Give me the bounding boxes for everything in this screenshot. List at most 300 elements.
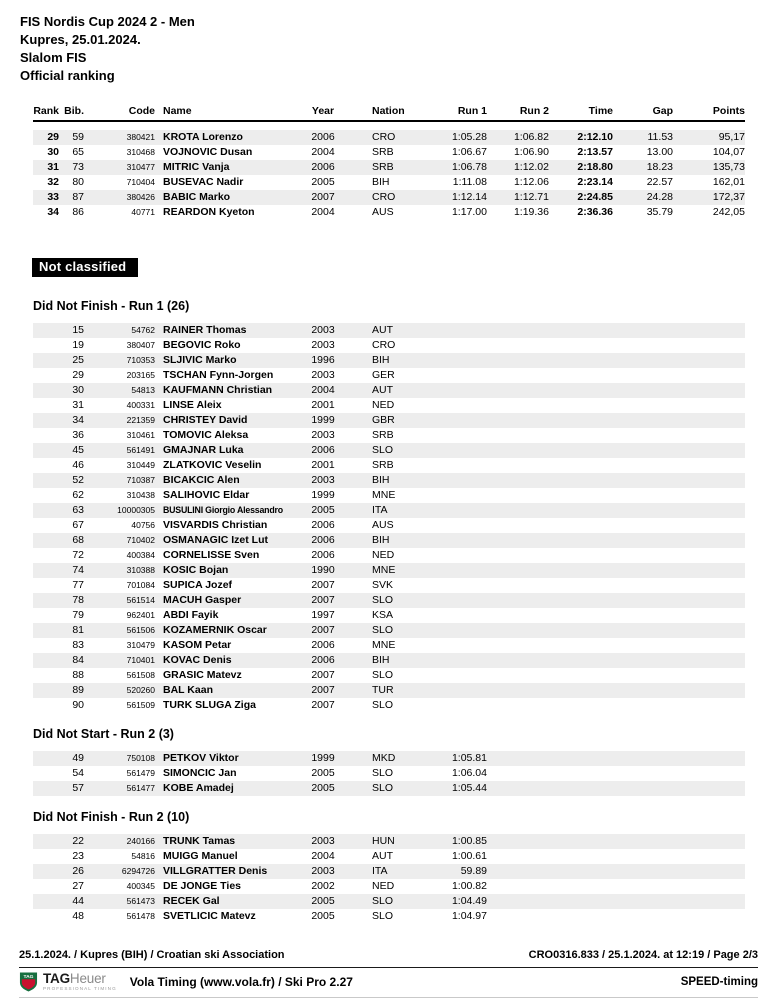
cell-run2: 1:06.90 <box>513 146 549 158</box>
cell-nation: SRB <box>372 429 394 441</box>
cell-points: 135,73 <box>712 161 745 173</box>
cell-run2: 1:12.71 <box>513 191 549 203</box>
cell-nation: SLO <box>372 669 394 681</box>
cell-run1: 1:00.85 <box>451 835 487 847</box>
cell-bib: 62 <box>72 489 84 501</box>
cell-name: KAUFMANN Christian <box>163 384 273 396</box>
cell-bib: 84 <box>72 654 84 666</box>
cell-time: 2:12.10 <box>577 131 613 143</box>
cell-year: 2007 <box>311 191 335 203</box>
table-row <box>33 608 745 623</box>
section-title: Did Not Finish - Run 2 (10) <box>33 810 190 824</box>
cell-bib: 68 <box>72 534 84 546</box>
table-row <box>33 751 745 766</box>
table-row <box>33 443 745 458</box>
cell-year: 1990 <box>311 564 335 576</box>
cell-year: 2001 <box>311 399 335 411</box>
document-header <box>20 0 772 85</box>
cell-run1: 1:05.28 <box>451 131 487 143</box>
cell-code: 10000305 <box>117 505 155 515</box>
cell-name: SALIHOVIC Eldar <box>163 489 250 501</box>
cell-rank: 32 <box>47 176 59 188</box>
cell-nation: SLO <box>372 895 394 907</box>
cell-rank: 31 <box>47 161 59 173</box>
cell-year: 2006 <box>311 131 335 143</box>
table-row <box>33 593 745 608</box>
cell-name: KOZAMERNIK Oscar <box>163 624 267 636</box>
cell-nation: BIH <box>372 474 390 486</box>
cell-run2: 1:06.82 <box>513 131 549 143</box>
table-row <box>33 428 745 443</box>
cell-year: 1999 <box>311 414 335 426</box>
page-footer <box>19 949 758 998</box>
cell-name: CHRISTEY David <box>163 414 248 426</box>
cell-time: 2:23.14 <box>577 176 613 188</box>
cell-year: 2005 <box>311 504 335 516</box>
cell-bib: 86 <box>72 206 84 218</box>
cell-name: TURK SLUGA Ziga <box>163 699 256 711</box>
cell-run1: 1:04.49 <box>451 895 487 907</box>
cell-nation: SVK <box>372 579 394 591</box>
dnf-run1-rows <box>33 323 745 713</box>
cell-nation: SLO <box>372 699 394 711</box>
cell-nation: AUT <box>372 384 393 396</box>
cell-nation: MNE <box>372 564 396 576</box>
cell-nation: BIH <box>372 176 390 188</box>
section-dnf-run2 <box>0 810 772 924</box>
cell-year: 2003 <box>311 369 335 381</box>
cell-bib: 52 <box>72 474 84 486</box>
cell-nation: KSA <box>372 609 394 621</box>
cell-points: 95,17 <box>718 131 745 143</box>
cell-bib: 29 <box>72 369 84 381</box>
cell-name: RECEK Gal <box>163 895 220 907</box>
cell-name: MITRIC Vanja <box>163 161 230 173</box>
cell-run2: 1:12.06 <box>513 176 549 188</box>
table-row <box>33 488 745 503</box>
cell-code: 6294726 <box>121 866 155 876</box>
cell-run1: 1:06.78 <box>451 161 487 173</box>
cell-nation: MNE <box>372 489 396 501</box>
cell-code: 561491 <box>126 445 155 455</box>
footer-right-text: CRO0316.833 / 25.1.2024. at 12:19 / Page 2/3 <box>528 948 758 961</box>
table-row <box>33 145 745 160</box>
cell-bib: 49 <box>72 752 84 764</box>
cell-bib: 89 <box>72 684 84 696</box>
cell-code: 710401 <box>126 655 155 665</box>
cell-run1: 1:12.14 <box>451 191 487 203</box>
official-ranking-table <box>33 105 745 220</box>
cell-run2: 1:19.36 <box>513 206 549 218</box>
col-header-bib: Bib. <box>64 105 84 117</box>
cell-year: 2007 <box>311 684 335 696</box>
cell-year: 2005 <box>311 895 335 907</box>
cell-code: 400384 <box>126 550 155 560</box>
cell-code: 54813 <box>131 385 155 395</box>
cell-year: 2005 <box>311 782 335 794</box>
cell-name: KROTA Lorenzo <box>163 131 243 143</box>
cell-name: TOMOVIC Aleksa <box>163 429 249 441</box>
cell-year: 2004 <box>311 146 335 158</box>
cell-name: GMAJNAR Luka <box>163 444 244 456</box>
section-title: Did Not Finish - Run 1 (26) <box>33 299 190 313</box>
cell-bib: 74 <box>72 564 84 576</box>
cell-name: TSCHAN Fynn-Jorgen <box>163 369 274 381</box>
table-row <box>33 834 745 849</box>
col-header-time: Time <box>588 105 613 117</box>
cell-name: KOVAC Denis <box>163 654 232 666</box>
cell-rank: 33 <box>47 191 59 203</box>
cell-nation: SRB <box>372 146 394 158</box>
cell-nation: SRB <box>372 161 394 173</box>
cell-run1: 1:06.67 <box>451 146 487 158</box>
cell-nation: GBR <box>372 414 395 426</box>
cell-nation: MKD <box>372 752 396 764</box>
cell-year: 2006 <box>311 549 335 561</box>
svg-text:TAG: TAG <box>23 974 34 980</box>
table-row <box>33 638 745 653</box>
cell-bib: 46 <box>72 459 84 471</box>
col-header-year: Year <box>311 105 335 117</box>
table-row <box>33 205 745 220</box>
cell-code: 380407 <box>126 340 155 350</box>
section-title: Did Not Start - Run 2 (3) <box>33 727 174 741</box>
cell-name: PETKOV Viktor <box>163 752 239 764</box>
cell-code: 710387 <box>126 475 155 485</box>
cell-year: 2005 <box>311 910 335 922</box>
cell-name: GRASIC Matevz <box>163 669 242 681</box>
cell-bib: 78 <box>72 594 84 606</box>
cell-code: 561478 <box>126 911 155 921</box>
cell-name: MUIGG Manuel <box>163 850 238 862</box>
table-row <box>33 383 745 398</box>
cell-nation: SLO <box>372 782 394 794</box>
cell-year: 2006 <box>311 639 335 651</box>
cell-nation: NED <box>372 399 395 411</box>
cell-time: 2:24.85 <box>577 191 613 203</box>
cell-bib: 73 <box>72 161 84 173</box>
cell-name: ABDI Fayik <box>163 609 219 621</box>
tagheuer-shield-icon <box>19 972 38 992</box>
cell-year: 2004 <box>311 384 335 396</box>
table-row <box>33 683 745 698</box>
cell-nation: BIH <box>372 534 390 546</box>
ranking-rows <box>33 130 745 220</box>
cell-name: VILLGRATTER Denis <box>163 865 268 877</box>
cell-bib: 36 <box>72 429 84 441</box>
table-row <box>33 698 745 713</box>
cell-year: 2005 <box>311 767 335 779</box>
cell-nation: AUT <box>372 850 393 862</box>
table-row <box>33 190 745 205</box>
cell-points: 172,37 <box>712 191 745 203</box>
col-header-gap: Gap <box>652 105 673 117</box>
table-row <box>33 338 745 353</box>
cell-nation: SLO <box>372 594 394 606</box>
cell-year: 2007 <box>311 669 335 681</box>
table-row <box>33 849 745 864</box>
cell-rank: 30 <box>47 146 59 158</box>
cell-code: 400345 <box>126 881 155 891</box>
cell-code: 310438 <box>126 490 155 500</box>
cell-bib: 80 <box>72 176 84 188</box>
cell-bib: 34 <box>72 414 84 426</box>
brand-name-bold: TAG <box>43 970 70 986</box>
cell-year: 2007 <box>311 579 335 591</box>
footer-timing-row <box>19 968 758 998</box>
cell-bib: 22 <box>72 835 84 847</box>
col-header-name: Name <box>163 105 192 117</box>
table-row <box>33 368 745 383</box>
table-row <box>33 548 745 563</box>
cell-name: ZLATKOVIC Veselin <box>163 459 262 471</box>
cell-bib: 77 <box>72 579 84 591</box>
cell-bib: 79 <box>72 609 84 621</box>
cell-gap: 13.00 <box>646 146 673 158</box>
cell-nation: SLO <box>372 910 394 922</box>
cell-code: 240166 <box>126 836 155 846</box>
cell-year: 2004 <box>311 206 335 218</box>
cell-code: 561473 <box>126 896 155 906</box>
cell-name: TRUNK Tamas <box>163 835 236 847</box>
cell-bib: 63 <box>72 504 84 516</box>
cell-code: 310477 <box>126 162 155 172</box>
cell-nation: SLO <box>372 444 394 456</box>
cell-year: 2006 <box>311 444 335 456</box>
event-discipline: Slalom FIS <box>20 50 87 65</box>
cell-code: 54816 <box>131 851 155 861</box>
cell-name: BICAKCIC Alen <box>163 474 240 486</box>
cell-bib: 83 <box>72 639 84 651</box>
cell-name: SUPICA Jozef <box>163 579 233 591</box>
cell-nation: TUR <box>372 684 394 696</box>
cell-nation: AUS <box>372 519 394 531</box>
cell-name: KOBE Amadej <box>163 782 234 794</box>
table-row <box>33 781 745 796</box>
cell-name: DE JONGE Ties <box>163 880 242 892</box>
cell-time: 2:13.57 <box>577 146 613 158</box>
cell-bib: 25 <box>72 354 84 366</box>
cell-nation: CRO <box>372 191 396 203</box>
cell-code: 203165 <box>126 370 155 380</box>
cell-code: 710402 <box>126 535 155 545</box>
cell-code: 561506 <box>126 625 155 635</box>
cell-rank: 29 <box>47 131 59 143</box>
table-row <box>33 503 745 518</box>
cell-bib: 67 <box>72 519 84 531</box>
cell-bib: 19 <box>72 339 84 351</box>
cell-bib: 27 <box>72 880 84 892</box>
cell-name: SLJIVIC Marko <box>163 354 237 366</box>
cell-code: 561477 <box>126 783 155 793</box>
cell-year: 2005 <box>311 176 335 188</box>
cell-bib: 57 <box>72 782 84 794</box>
cell-bib: 26 <box>72 865 84 877</box>
footer-left-text: 25.1.2024. / Kupres (BIH) / Croatian ski Association <box>19 948 285 961</box>
cell-name: VISVARDIS Christian <box>163 519 268 531</box>
cell-year: 2003 <box>311 835 335 847</box>
cell-name: BUSULINI Giorgio Alessandro <box>163 505 283 515</box>
cell-code: 40771 <box>131 207 155 217</box>
cell-code: 310461 <box>126 430 155 440</box>
cell-bib: 65 <box>72 146 84 158</box>
cell-code: 710404 <box>126 177 155 187</box>
event-place-date: Kupres, 25.01.2024. <box>20 32 141 47</box>
event-title: FIS Nordis Cup 2024 2 - Men <box>20 14 195 29</box>
cell-nation: ITA <box>372 865 388 877</box>
cell-gap: 22.57 <box>646 176 673 188</box>
cell-name: KOSIC Bojan <box>163 564 229 576</box>
cell-bib: 31 <box>72 399 84 411</box>
cell-nation: SLO <box>372 767 394 779</box>
cell-run1: 1:00.61 <box>451 850 487 862</box>
cell-name: CORNELISSE Sven <box>163 549 260 561</box>
cell-nation: CRO <box>372 339 396 351</box>
col-header-rank: Rank <box>33 105 59 117</box>
cell-run1: 1:06.04 <box>451 767 487 779</box>
cell-code: 380421 <box>126 132 155 142</box>
cell-bib: 48 <box>72 910 84 922</box>
cell-bib: 45 <box>72 444 84 456</box>
col-header-run1: Run 1 <box>457 105 487 117</box>
cell-time: 2:36.36 <box>577 206 613 218</box>
cell-nation: AUS <box>372 206 394 218</box>
dnf-run2-rows <box>33 834 745 924</box>
cell-code: 701084 <box>126 580 155 590</box>
cell-bib: 23 <box>72 850 84 862</box>
cell-name: BABIC Marko <box>163 191 231 203</box>
table-row <box>33 458 745 473</box>
cell-bib: 30 <box>72 384 84 396</box>
cell-gap: 11.53 <box>647 131 673 143</box>
cell-code: 40756 <box>131 520 155 530</box>
cell-nation: CRO <box>372 131 396 143</box>
cell-run1: 59.89 <box>460 865 487 877</box>
cell-code: 310449 <box>126 460 155 470</box>
table-row <box>33 130 745 145</box>
cell-nation: SRB <box>372 459 394 471</box>
cell-rank: 34 <box>47 206 59 218</box>
cell-year: 2007 <box>311 624 335 636</box>
cell-year: 2007 <box>311 699 335 711</box>
cell-year: 1997 <box>311 609 335 621</box>
footer-info-row <box>19 949 758 968</box>
cell-gap: 24.28 <box>646 191 673 203</box>
speed-timing-text: SPEED-timing <box>680 975 758 988</box>
cell-year: 2002 <box>311 880 335 892</box>
table-row <box>33 894 745 909</box>
cell-year: 2003 <box>311 324 335 336</box>
cell-year: 2001 <box>311 459 335 471</box>
cell-run1: 1:00.82 <box>451 880 487 892</box>
table-header-row <box>33 105 745 122</box>
table-row <box>33 518 745 533</box>
vola-timing-text: Vola Timing (www.vola.fr) / Ski Pro 2.27 <box>129 974 353 989</box>
brand-name <box>43 972 117 986</box>
cell-nation: BIH <box>372 354 390 366</box>
cell-code: 310468 <box>126 147 155 157</box>
cell-name: MACUH Gasper <box>163 594 242 606</box>
cell-bib: 59 <box>72 131 84 143</box>
cell-bib: 54 <box>72 767 84 779</box>
cell-gap: 18.23 <box>646 161 673 173</box>
cell-gap: 35.79 <box>646 206 673 218</box>
cell-name: KASOM Petar <box>163 639 232 651</box>
table-row <box>33 175 745 190</box>
cell-code: 710353 <box>126 355 155 365</box>
table-row <box>33 533 745 548</box>
table-row <box>33 668 745 683</box>
cell-name: OSMANAGIC Izet Lut <box>163 534 268 546</box>
cell-run1: 1:05.81 <box>451 752 487 764</box>
cell-year: 1996 <box>311 354 335 366</box>
cell-run1: 1:05.44 <box>451 782 487 794</box>
cell-year: 2003 <box>311 339 335 351</box>
cell-code: 520260 <box>126 685 155 695</box>
brand-name-light: Heuer <box>69 970 106 986</box>
cell-nation: HUN <box>372 835 395 847</box>
table-row <box>33 864 745 879</box>
cell-code: 561514 <box>126 595 155 605</box>
table-row <box>33 160 745 175</box>
cell-bib: 72 <box>72 549 84 561</box>
table-row <box>33 879 745 894</box>
cell-year: 2003 <box>311 429 335 441</box>
col-header-code: Code <box>128 105 155 117</box>
cell-nation: NED <box>372 880 395 892</box>
cell-run1: 1:11.08 <box>452 176 487 188</box>
cell-bib: 15 <box>72 324 84 336</box>
cell-nation: ITA <box>372 504 388 516</box>
cell-code: 380426 <box>126 192 155 202</box>
ranking-type: Official ranking <box>20 68 115 83</box>
cell-year: 2003 <box>311 474 335 486</box>
table-row <box>33 473 745 488</box>
col-header-points: Points <box>712 105 745 117</box>
cell-nation: SLO <box>372 624 394 636</box>
cell-name: RAINER Thomas <box>163 324 247 336</box>
cell-code: 561508 <box>126 670 155 680</box>
cell-nation: MNE <box>372 639 396 651</box>
brand-words <box>43 972 117 992</box>
cell-code: 400331 <box>126 400 155 410</box>
cell-year: 2006 <box>311 534 335 546</box>
cell-code: 561509 <box>126 700 155 710</box>
table-row <box>33 398 745 413</box>
cell-run2: 1:12.02 <box>513 161 549 173</box>
cell-year: 2006 <box>311 161 335 173</box>
cell-time: 2:18.80 <box>577 161 613 173</box>
cell-bib: 88 <box>72 669 84 681</box>
cell-name: REARDON Kyeton <box>163 206 255 218</box>
cell-bib: 81 <box>72 624 84 636</box>
cell-name: BEGOVIC Roko <box>163 339 241 351</box>
table-row <box>33 766 745 781</box>
cell-name: BAL Kaan <box>163 684 213 696</box>
cell-bib: 44 <box>72 895 84 907</box>
cell-code: 310479 <box>126 640 155 650</box>
cell-name: BUSEVAC Nadir <box>163 176 244 188</box>
cell-code: 750108 <box>126 753 155 763</box>
cell-name: VOJNOVIC Dusan <box>163 146 253 158</box>
cell-nation: BIH <box>372 654 390 666</box>
cell-run1: 1:17.00 <box>451 206 487 218</box>
cell-code: 310388 <box>126 565 155 575</box>
section-dns-run2 <box>0 727 772 796</box>
cell-year: 2003 <box>311 865 335 877</box>
cell-year: 1999 <box>311 752 335 764</box>
cell-run1: 1:04.97 <box>451 910 487 922</box>
